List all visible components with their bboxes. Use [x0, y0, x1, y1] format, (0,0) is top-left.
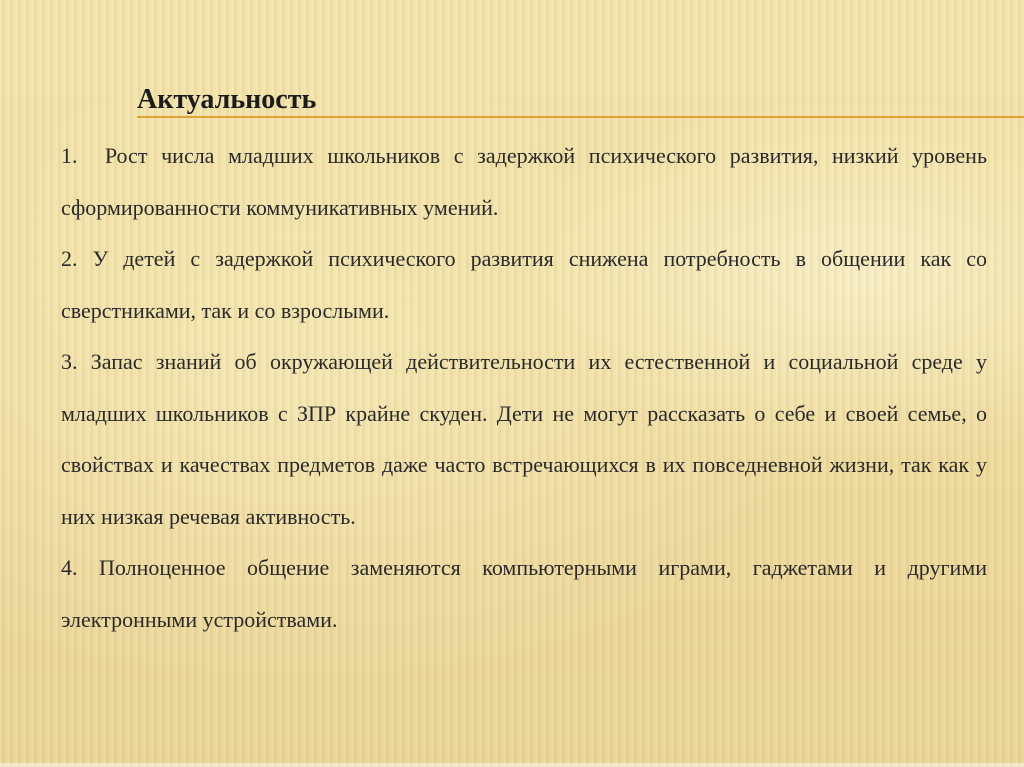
paragraph-3: 3. Запас знаний об окружающей действительности их естественной и социальной среде у младших школьников с ЗПР крайне скуден. Дети не могут рассказать о себе и своей семье, о свойствах и качествах предметов даже часто встречающихся в их повседневной жизни, так как у них низкая речевая активность. — [61, 349, 987, 529]
paragraph-1: 1. Рост числа младших школьников с задержкой психического развития, низкий уровень сформированности коммуникативных умений. — [61, 143, 987, 220]
slide-body — [61, 130, 987, 645]
title-row — [137, 80, 1024, 120]
title-underline — [137, 116, 1024, 118]
paragraph-2: 2. У детей с задержкой психического развития снижена потребность в общении как со сверстниками, так и со взрослыми. — [61, 246, 987, 323]
slide-title: Актуальность — [137, 84, 317, 115]
paragraph-4: 4. Полноценное общение заменяются компьютерными играми, гаджетами и другими электронными устройствами. — [61, 555, 987, 632]
bottom-decoration — [0, 763, 1024, 767]
